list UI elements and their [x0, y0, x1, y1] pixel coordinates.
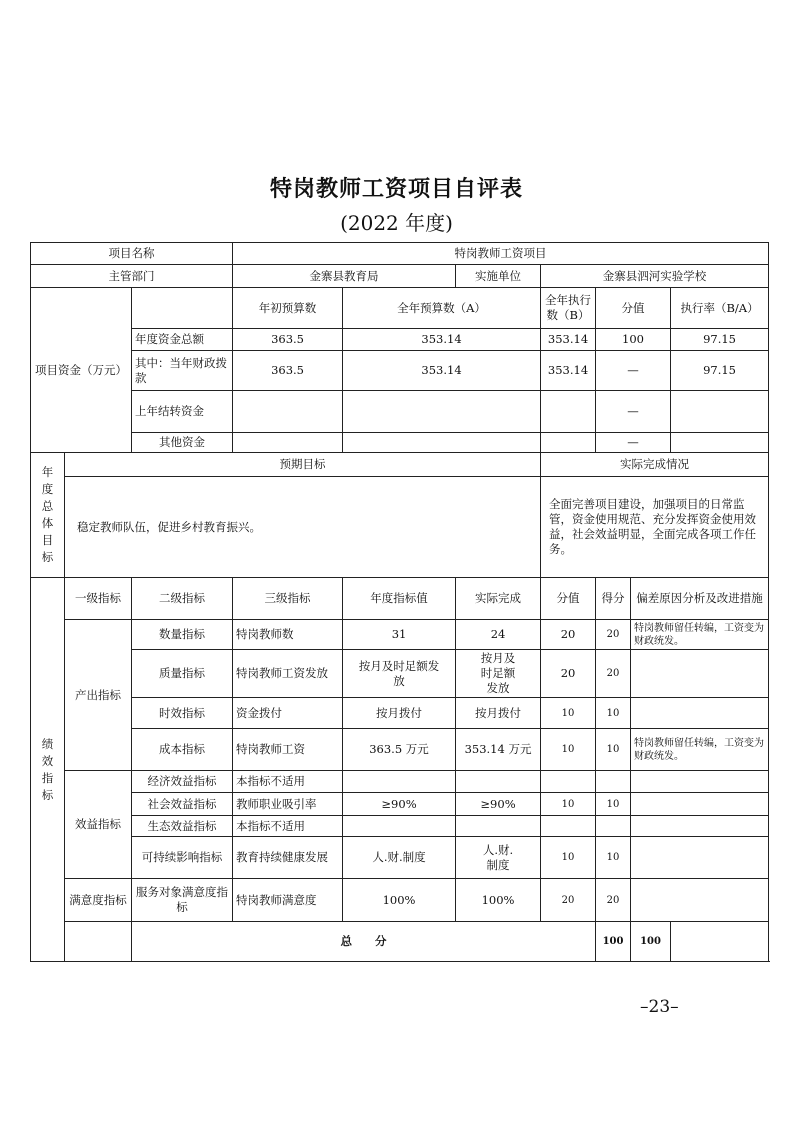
- ind-target: 按月拨付: [343, 698, 456, 729]
- ind-actual: 100%: [456, 879, 541, 922]
- ind-level3: 特岗教师工资: [233, 729, 343, 771]
- funds-header-score-value: 分值: [596, 288, 671, 329]
- ind-score: 20: [596, 620, 631, 650]
- goals-expected-header: 预期目标: [65, 453, 541, 477]
- dept-value: 金寨县教育局: [233, 265, 456, 288]
- ind-level2: 经济效益指标: [132, 771, 233, 793]
- funds-header-executed: 全年执行数（B）: [541, 288, 596, 329]
- funds-row-initial: [233, 433, 343, 453]
- funds-section-label: 项目资金（万元）: [31, 288, 132, 453]
- funds-row-executed: [541, 391, 596, 433]
- funds-row-executed: [541, 433, 596, 453]
- funds-row-annual: 353.14: [343, 351, 541, 391]
- funds-header-row: [31, 288, 769, 329]
- funds-row-score-value: —: [596, 433, 671, 453]
- funds-header-blank: [132, 288, 233, 329]
- funds-row-score-value: 100: [596, 329, 671, 351]
- ind-level3: 本指标不适用: [233, 816, 343, 837]
- ind-score: 10: [596, 698, 631, 729]
- funds-row-score-value: —: [596, 391, 671, 433]
- ind-actual: 按月拨付: [456, 698, 541, 729]
- ind-level3: 特岗教师工资发放: [233, 650, 343, 698]
- funds-row-annual: 353.14: [343, 329, 541, 351]
- ind-level2: 质量指标: [132, 650, 233, 698]
- ind-note: [631, 650, 769, 698]
- dept-label: 主管部门: [31, 265, 233, 288]
- indicator-row: [31, 650, 769, 698]
- ind-actual: 人.财.制度: [456, 837, 541, 879]
- ind-note: 特岗教师留任转编，工资变为财政统发。: [631, 620, 769, 650]
- funds-row-initial: 363.5: [233, 329, 343, 351]
- ind-actual: 353.14 万元: [456, 729, 541, 771]
- benefit-indicator-label: 效益指标: [65, 771, 132, 879]
- ind-level3: 特岗教师满意度: [233, 879, 343, 922]
- ind-score-value: 10: [541, 729, 596, 771]
- page-subtitle: (2022 年度): [340, 211, 453, 235]
- ind-score-value: 20: [541, 650, 596, 698]
- indicator-row: [31, 816, 769, 837]
- funds-row-initial: [233, 391, 343, 433]
- total-label: 总 分: [132, 922, 596, 962]
- ind-target: 按月及时足额发放: [343, 650, 456, 698]
- ind-note: [631, 771, 769, 793]
- funds-row: [31, 391, 769, 433]
- goals-expected-text: 稳定教师队伍，促进乡村教育振兴。: [65, 477, 541, 578]
- page-number: –23–: [640, 997, 679, 1017]
- ind-header-level2: 二级指标: [132, 578, 233, 620]
- funds-row-rate: [671, 433, 769, 453]
- ind-level3: 本指标不适用: [233, 771, 343, 793]
- ind-score-value: 20: [541, 879, 596, 922]
- ind-level2: 时效指标: [132, 698, 233, 729]
- ind-level2: 社会效益指标: [132, 793, 233, 816]
- department-row: [31, 265, 769, 288]
- ind-note: [631, 698, 769, 729]
- ind-score-value: [541, 771, 596, 793]
- ind-level3: 资金拨付: [233, 698, 343, 729]
- ind-score: 20: [596, 879, 631, 922]
- ind-header-score: 得分: [596, 578, 631, 620]
- ind-target: 人.财.制度: [343, 837, 456, 879]
- ind-header-level1: 一级指标: [65, 578, 132, 620]
- funds-header-annual: 全年预算数（A）: [343, 288, 541, 329]
- ind-score: 10: [596, 729, 631, 771]
- ind-target: [343, 771, 456, 793]
- funds-row-executed: 353.14: [541, 351, 596, 391]
- ind-target: [343, 816, 456, 837]
- total-row: [31, 922, 769, 962]
- ind-score: 20: [596, 650, 631, 698]
- goals-section-label: 年度总体目标: [31, 453, 65, 578]
- total-score: 100: [631, 922, 671, 962]
- indicators-header-row: [31, 578, 769, 620]
- funds-row-label: 年度资金总额: [132, 329, 233, 351]
- ind-score: [596, 771, 631, 793]
- ind-actual: 24: [456, 620, 541, 650]
- ind-level3: 教师职业吸引率: [233, 793, 343, 816]
- ind-actual: 按月及时足额发放: [456, 650, 541, 698]
- ind-score-value: 10: [541, 698, 596, 729]
- ind-header-deviation: 偏差原因分析及改进措施: [631, 578, 769, 620]
- ind-target: 363.5 万元: [343, 729, 456, 771]
- funds-header-initial: 年初预算数: [233, 288, 343, 329]
- total-blank: [65, 922, 132, 962]
- project-name-value: 特岗教师工资项目: [233, 243, 769, 265]
- ind-header-actual: 实际完成: [456, 578, 541, 620]
- funds-row-annual: [343, 391, 541, 433]
- ind-note: [631, 837, 769, 879]
- indicator-row: [31, 879, 769, 922]
- ind-header-score-value: 分值: [541, 578, 596, 620]
- ind-level2: 服务对象满意度指标: [132, 879, 233, 922]
- ind-header-target: 年度指标值: [343, 578, 456, 620]
- self-evaluation-table: [30, 242, 769, 962]
- ind-level3: 特岗教师数: [233, 620, 343, 650]
- page-title: 特岗教师工资项目自评表: [269, 176, 523, 202]
- indicator-row: [31, 620, 769, 650]
- ind-score-value: [541, 816, 596, 837]
- funds-row-label: 其他资金: [132, 433, 233, 453]
- unit-label: 实施单位: [456, 265, 541, 288]
- ind-level2: 成本指标: [132, 729, 233, 771]
- funds-row-rate: [671, 391, 769, 433]
- total-score-value: 100: [596, 922, 631, 962]
- ind-level2: 数量指标: [132, 620, 233, 650]
- total-note: [671, 922, 769, 962]
- ind-score-value: 10: [541, 793, 596, 816]
- ind-score: [596, 816, 631, 837]
- ind-score-value: 20: [541, 620, 596, 650]
- funds-row-rate: 97.15: [671, 329, 769, 351]
- funds-row-score-value: —: [596, 351, 671, 391]
- ind-note: [631, 793, 769, 816]
- ind-target: ≥90%: [343, 793, 456, 816]
- ind-score: 10: [596, 793, 631, 816]
- goals-actual-header: 实际完成情况: [541, 453, 769, 477]
- ind-score: 10: [596, 837, 631, 879]
- funds-row-label: 上年结转资金: [132, 391, 233, 433]
- indicator-row: [31, 698, 769, 729]
- funds-row: [31, 329, 769, 351]
- satisfaction-indicator-label: 满意度指标: [65, 879, 132, 922]
- project-name-row: [31, 243, 769, 265]
- ind-note: [631, 816, 769, 837]
- funds-row: [31, 351, 769, 391]
- ind-level2: 生态效益指标: [132, 816, 233, 837]
- funds-header-rate: 执行率（B/A）: [671, 288, 769, 329]
- ind-level3: 教育持续健康发展: [233, 837, 343, 879]
- funds-row: [31, 433, 769, 453]
- goals-header-row: [31, 453, 769, 477]
- indicator-row: [31, 771, 769, 793]
- funds-row-label: 其中：当年财政拨款: [132, 351, 233, 391]
- ind-actual: ≥90%: [456, 793, 541, 816]
- funds-row-rate: 97.15: [671, 351, 769, 391]
- unit-value: 金寨县泗河实验学校: [541, 265, 769, 288]
- ind-actual: [456, 816, 541, 837]
- indicator-row: [31, 793, 769, 816]
- ind-note: 特岗教师留任转编，工资变为财政统发。: [631, 729, 769, 771]
- ind-actual: [456, 771, 541, 793]
- goals-actual-text: 全面完善项目建设，加强项目的日常监管，资金使用规范、充分发挥资金使用效益，社会效益明显，全面完成各项工作任务。: [541, 477, 769, 578]
- ind-score-value: 10: [541, 837, 596, 879]
- indicator-row: [31, 729, 769, 771]
- ind-target: 31: [343, 620, 456, 650]
- funds-row-annual: [343, 433, 541, 453]
- ind-note: [631, 879, 769, 922]
- ind-target: 100%: [343, 879, 456, 922]
- goals-content-row: [31, 477, 769, 578]
- ind-header-level3: 三级指标: [233, 578, 343, 620]
- project-name-label: 项目名称: [31, 243, 233, 265]
- ind-level2: 可持续影响指标: [132, 837, 233, 879]
- funds-row-executed: 353.14: [541, 329, 596, 351]
- indicators-section-label: 绩效指标: [31, 578, 65, 962]
- funds-row-initial: 363.5: [233, 351, 343, 391]
- output-indicator-label: 产出指标: [65, 620, 132, 771]
- indicator-row: [31, 837, 769, 879]
